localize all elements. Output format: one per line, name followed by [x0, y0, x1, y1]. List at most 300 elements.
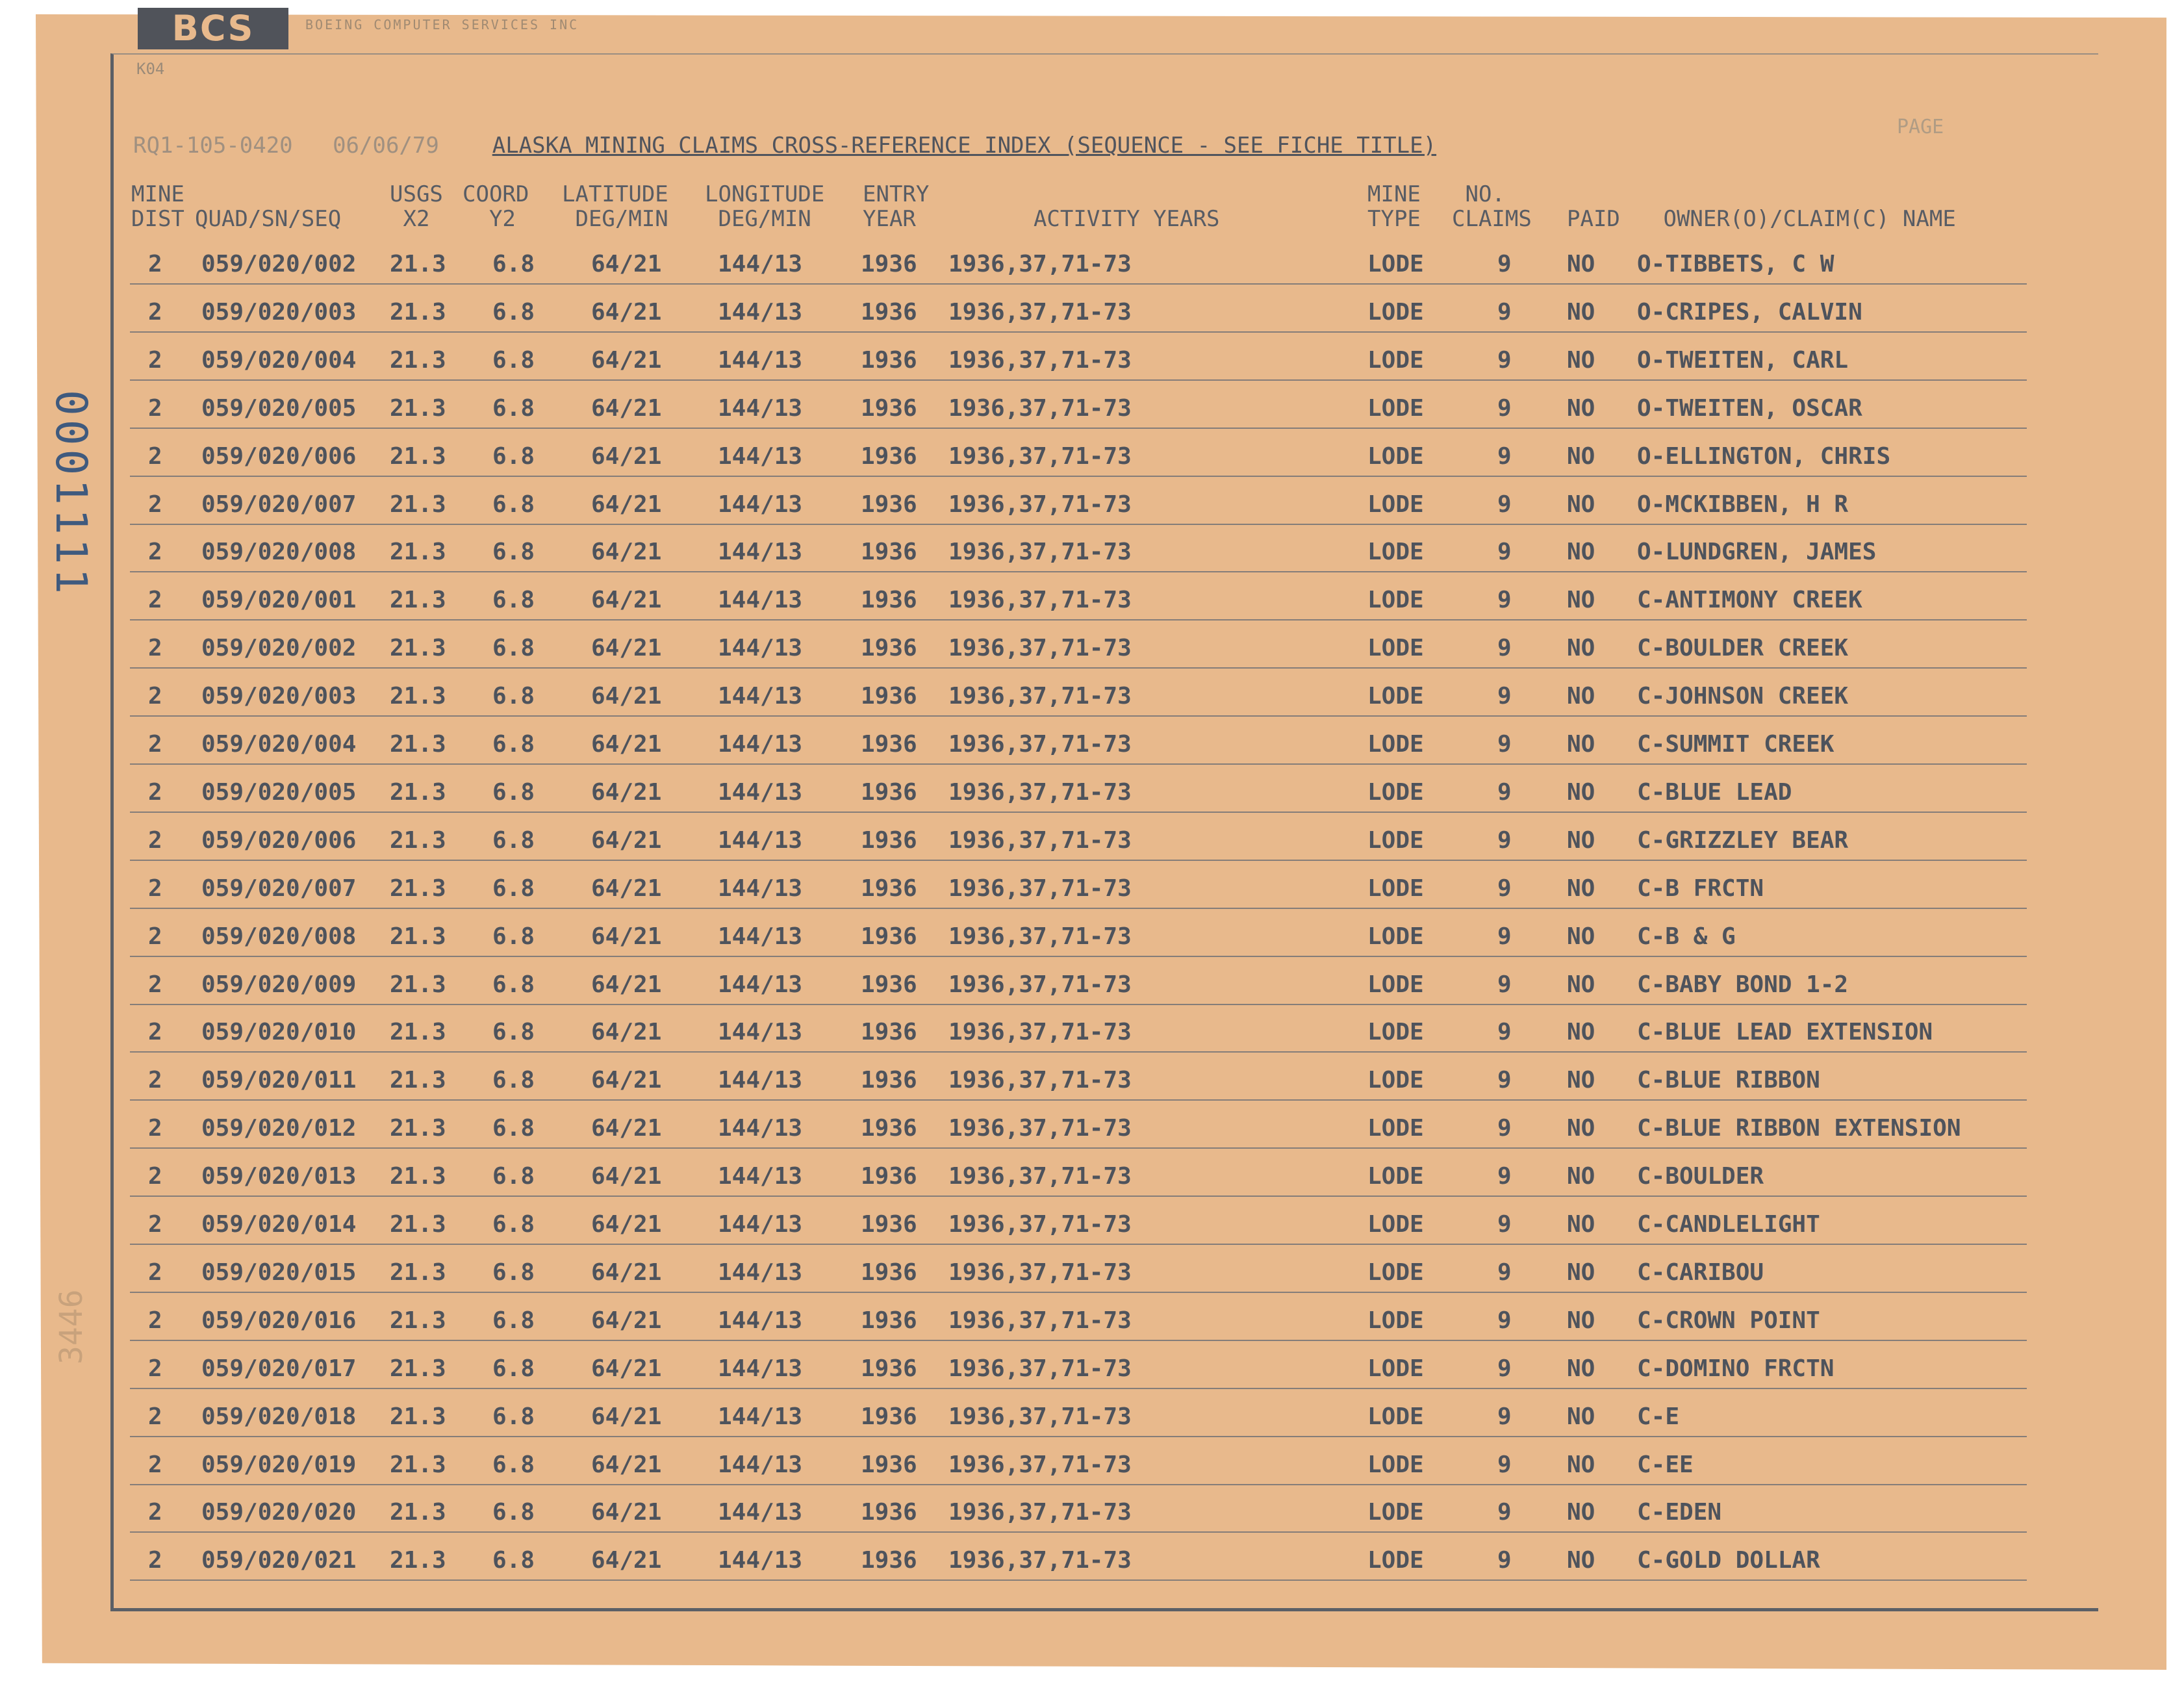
cell-lat: 64/21: [591, 1403, 662, 1430]
table-row: [0, 630, 2184, 676]
cell-owner: C-BABY BOND 1-2: [1637, 971, 1849, 998]
cell-dist: 2: [148, 1499, 162, 1526]
cell-lon: 144/13: [718, 923, 803, 950]
cell-y2: 6.8: [492, 1019, 535, 1045]
cell-quad: 059/020/019: [201, 1451, 357, 1478]
cell-owner: C-BOULDER: [1637, 1163, 1764, 1190]
row-rule: [130, 1004, 2027, 1005]
col-header-quad: QUAD/SN/SEQ: [195, 206, 342, 232]
cell-claims: 9: [1497, 1451, 1512, 1478]
cell-claims: 9: [1497, 1211, 1512, 1238]
cell-owner: O-TWEITEN, CARL: [1637, 347, 1849, 374]
cell-act: 1936,37,71-73: [948, 251, 1132, 277]
cell-type: LODE: [1367, 1307, 1424, 1334]
cell-entry: 1936: [861, 1547, 917, 1574]
cell-claims: 9: [1497, 1019, 1512, 1045]
report-title: ALASKA MINING CLAIMS CROSS-REFERENCE INDEX (SEQUENCE - SEE FICHE TITLE): [492, 133, 1437, 159]
table-row: [0, 294, 2184, 340]
cell-lat: 64/21: [591, 395, 662, 422]
cell-claims: 9: [1497, 1547, 1512, 1574]
cell-paid: NO: [1567, 1019, 1595, 1045]
cell-y2: 6.8: [492, 1451, 535, 1478]
cell-x2: 21.3: [390, 395, 446, 422]
cell-dist: 2: [148, 875, 162, 902]
cell-quad: 059/020/012: [201, 1115, 357, 1142]
row-rule: [130, 763, 2027, 765]
cell-x2: 21.3: [390, 443, 446, 470]
cell-entry: 1936: [861, 827, 917, 854]
cell-owner: C-BLUE LEAD: [1637, 779, 1792, 806]
cell-entry: 1936: [861, 1307, 917, 1334]
col-header-type: MINE TYPE: [1367, 181, 1421, 232]
row-rule: [130, 571, 2027, 572]
cell-dist: 2: [148, 971, 162, 998]
cell-act: 1936,37,71-73: [948, 923, 1132, 950]
cell-paid: NO: [1567, 347, 1595, 374]
cell-claims: 9: [1497, 539, 1512, 565]
report-id: RQ1-105-0420: [133, 133, 293, 159]
row-rule: [130, 956, 2027, 957]
cell-entry: 1936: [861, 1067, 917, 1093]
col-header-entry: ENTRY YEAR: [863, 181, 930, 232]
cell-owner: O-MCKIBBEN, H R: [1637, 491, 1849, 518]
cell-act: 1936,37,71-73: [948, 1115, 1132, 1142]
margin-code: 0001111: [46, 390, 96, 598]
cell-lat: 64/21: [591, 1115, 662, 1142]
cell-owner: C-CARIBOU: [1637, 1259, 1764, 1286]
row-rule: [130, 331, 2027, 333]
cell-quad: 059/020/007: [201, 491, 357, 518]
cell-act: 1936,37,71-73: [948, 1355, 1132, 1382]
cell-type: LODE: [1367, 587, 1424, 613]
cell-paid: NO: [1567, 491, 1595, 518]
row-rule: [130, 1340, 2027, 1341]
cell-lat: 64/21: [591, 1067, 662, 1093]
cell-type: LODE: [1367, 1067, 1424, 1093]
cell-paid: NO: [1567, 1451, 1595, 1478]
cell-y2: 6.8: [492, 587, 535, 613]
cell-owner: C-EE: [1637, 1451, 1694, 1478]
cell-x2: 21.3: [390, 683, 446, 710]
row-rule: [130, 1388, 2027, 1389]
cell-type: LODE: [1367, 779, 1424, 806]
row-rule: [130, 1484, 2027, 1485]
cell-lat: 64/21: [591, 539, 662, 565]
cell-y2: 6.8: [492, 1403, 535, 1430]
cell-lat: 64/21: [591, 683, 662, 710]
table-row: [0, 870, 2184, 917]
report-header-line: [133, 133, 1822, 159]
cell-entry: 1936: [861, 875, 917, 902]
cell-quad: 059/020/021: [201, 1547, 357, 1574]
cell-dist: 2: [148, 251, 162, 277]
cell-x2: 21.3: [390, 491, 446, 518]
cell-type: LODE: [1367, 1115, 1424, 1142]
cell-x2: 21.3: [390, 299, 446, 326]
cell-lon: 144/13: [718, 1355, 803, 1382]
cell-type: LODE: [1367, 1355, 1424, 1382]
cell-claims: 9: [1497, 1307, 1512, 1334]
report-date: 06/06/79: [333, 133, 439, 159]
cell-x2: 21.3: [390, 875, 446, 902]
cell-act: 1936,37,71-73: [948, 1019, 1132, 1045]
cell-claims: 9: [1497, 779, 1512, 806]
cell-entry: 1936: [861, 971, 917, 998]
cell-claims: 9: [1497, 347, 1512, 374]
cell-lon: 144/13: [718, 827, 803, 854]
cell-x2: 21.3: [390, 1547, 446, 1574]
table-row: [0, 1542, 2184, 1589]
cell-y2: 6.8: [492, 491, 535, 518]
cell-type: LODE: [1367, 1211, 1424, 1238]
cell-owner: C-BOULDER CREEK: [1637, 635, 1849, 661]
cell-type: LODE: [1367, 539, 1424, 565]
table-row: [0, 438, 2184, 485]
cell-paid: NO: [1567, 443, 1595, 470]
cell-lat: 64/21: [591, 587, 662, 613]
cell-owner: C-ANTIMONY CREEK: [1637, 587, 1862, 613]
cell-entry: 1936: [861, 251, 917, 277]
cell-owner: O-TIBBETS, C W: [1637, 251, 1835, 277]
cell-quad: 059/020/004: [201, 347, 357, 374]
cell-lat: 64/21: [591, 779, 662, 806]
cell-lon: 144/13: [718, 1115, 803, 1142]
cell-quad: 059/020/008: [201, 539, 357, 565]
cell-type: LODE: [1367, 1403, 1424, 1430]
cell-y2: 6.8: [492, 971, 535, 998]
cell-y2: 6.8: [492, 1163, 535, 1190]
cell-dist: 2: [148, 587, 162, 613]
cell-paid: NO: [1567, 827, 1595, 854]
cell-y2: 6.8: [492, 1499, 535, 1526]
cell-entry: 1936: [861, 635, 917, 661]
cell-lat: 64/21: [591, 827, 662, 854]
cell-x2: 21.3: [390, 1355, 446, 1382]
cell-owner: O-LUNDGREN, JAMES: [1637, 539, 1877, 565]
table-row: [0, 1110, 2184, 1157]
cell-act: 1936,37,71-73: [948, 1211, 1132, 1238]
cell-paid: NO: [1567, 731, 1595, 758]
cell-lat: 64/21: [591, 299, 662, 326]
cell-lon: 144/13: [718, 1403, 803, 1430]
cell-paid: NO: [1567, 971, 1595, 998]
cell-lat: 64/21: [591, 1163, 662, 1190]
cell-y2: 6.8: [492, 635, 535, 661]
cell-quad: 059/020/009: [201, 971, 357, 998]
cell-paid: NO: [1567, 251, 1595, 277]
cell-act: 1936,37,71-73: [948, 683, 1132, 710]
cell-quad: 059/020/002: [201, 251, 357, 277]
cell-dist: 2: [148, 1355, 162, 1382]
cell-claims: 9: [1497, 299, 1512, 326]
margin-stamp: 3446: [53, 1289, 90, 1364]
cell-x2: 21.3: [390, 731, 446, 758]
cell-x2: 21.3: [390, 1403, 446, 1430]
cell-paid: NO: [1567, 1211, 1595, 1238]
table-row: [0, 678, 2184, 724]
cell-y2: 6.8: [492, 395, 535, 422]
cell-x2: 21.3: [390, 251, 446, 277]
cell-owner: C-E: [1637, 1403, 1680, 1430]
cell-lat: 64/21: [591, 347, 662, 374]
cell-entry: 1936: [861, 443, 917, 470]
cell-quad: 059/020/010: [201, 1019, 357, 1045]
cell-x2: 21.3: [390, 1019, 446, 1045]
table-row: [0, 966, 2184, 1013]
cell-paid: NO: [1567, 1403, 1595, 1430]
cell-paid: NO: [1567, 1067, 1595, 1093]
cell-type: LODE: [1367, 299, 1424, 326]
cell-claims: 9: [1497, 1067, 1512, 1093]
row-rule: [130, 1436, 2027, 1437]
cell-act: 1936,37,71-73: [948, 1259, 1132, 1286]
cell-quad: 059/020/007: [201, 875, 357, 902]
cell-lon: 144/13: [718, 299, 803, 326]
cell-dist: 2: [148, 1115, 162, 1142]
cell-type: LODE: [1367, 683, 1424, 710]
cell-act: 1936,37,71-73: [948, 1307, 1132, 1334]
cell-owner: C-JOHNSON CREEK: [1637, 683, 1849, 710]
cell-claims: 9: [1497, 1355, 1512, 1382]
table-row: [0, 1350, 2184, 1397]
cell-paid: NO: [1567, 1115, 1595, 1142]
cell-entry: 1936: [861, 1019, 917, 1045]
cell-type: LODE: [1367, 1547, 1424, 1574]
table-row: [0, 774, 2184, 821]
table-row: [0, 1254, 2184, 1301]
cell-type: LODE: [1367, 1163, 1424, 1190]
cell-paid: NO: [1567, 1355, 1595, 1382]
cell-lat: 64/21: [591, 1259, 662, 1286]
cell-claims: 9: [1497, 971, 1512, 998]
cell-act: 1936,37,71-73: [948, 779, 1132, 806]
cell-entry: 1936: [861, 1403, 917, 1430]
cell-type: LODE: [1367, 1499, 1424, 1526]
table-row: [0, 390, 2184, 437]
cell-claims: 9: [1497, 1499, 1512, 1526]
cell-y2: 6.8: [492, 347, 535, 374]
cell-lon: 144/13: [718, 1451, 803, 1478]
cell-lon: 144/13: [718, 971, 803, 998]
row-rule: [130, 619, 2027, 620]
cell-claims: 9: [1497, 395, 1512, 422]
cell-lon: 144/13: [718, 491, 803, 518]
cell-dist: 2: [148, 683, 162, 710]
cell-lat: 64/21: [591, 1547, 662, 1574]
cell-lon: 144/13: [718, 1307, 803, 1334]
col-header-paid: PAID: [1567, 206, 1620, 232]
cell-lon: 144/13: [718, 539, 803, 565]
row-rule: [130, 476, 2027, 477]
table-row: [0, 533, 2184, 580]
table-row: [0, 1398, 2184, 1445]
row-rule: [130, 524, 2027, 525]
cell-y2: 6.8: [492, 443, 535, 470]
cell-dist: 2: [148, 1163, 162, 1190]
cell-lon: 144/13: [718, 1019, 803, 1045]
cell-claims: 9: [1497, 587, 1512, 613]
cell-lon: 144/13: [718, 1163, 803, 1190]
cell-dist: 2: [148, 539, 162, 565]
cell-y2: 6.8: [492, 875, 535, 902]
cell-type: LODE: [1367, 347, 1424, 374]
cell-entry: 1936: [861, 395, 917, 422]
cell-claims: 9: [1497, 875, 1512, 902]
cell-x2: 21.3: [390, 1067, 446, 1093]
cell-entry: 1936: [861, 1211, 917, 1238]
cell-dist: 2: [148, 491, 162, 518]
cell-x2: 21.3: [390, 1211, 446, 1238]
cell-owner: C-SUMMIT CREEK: [1637, 731, 1835, 758]
cell-paid: NO: [1567, 683, 1595, 710]
cell-lon: 144/13: [718, 635, 803, 661]
row-rule: [130, 1292, 2027, 1293]
cell-quad: 059/020/008: [201, 923, 357, 950]
table-row: [0, 726, 2184, 773]
cell-owner: O-TWEITEN, OSCAR: [1637, 395, 1862, 422]
cell-paid: NO: [1567, 1547, 1595, 1574]
cell-type: LODE: [1367, 1451, 1424, 1478]
table-row: [0, 486, 2184, 533]
row-rule: [130, 860, 2027, 861]
cell-type: LODE: [1367, 443, 1424, 470]
cell-claims: 9: [1497, 827, 1512, 854]
cell-x2: 21.3: [390, 587, 446, 613]
cell-quad: 059/020/020: [201, 1499, 357, 1526]
page-label: PAGE: [1897, 116, 1944, 138]
cell-lon: 144/13: [718, 1211, 803, 1238]
col-header-activity: ACTIVITY YEARS: [1033, 206, 1220, 232]
row-rule: [130, 1244, 2027, 1245]
table-row: [0, 1206, 2184, 1253]
cell-dist: 2: [148, 395, 162, 422]
cell-act: 1936,37,71-73: [948, 827, 1132, 854]
cell-owner: C-B & G: [1637, 923, 1736, 950]
cell-entry: 1936: [861, 587, 917, 613]
cell-lon: 144/13: [718, 779, 803, 806]
cell-entry: 1936: [861, 491, 917, 518]
cell-paid: NO: [1567, 299, 1595, 326]
row-rule: [130, 812, 2027, 813]
cell-y2: 6.8: [492, 1211, 535, 1238]
cell-y2: 6.8: [492, 1259, 535, 1286]
cell-type: LODE: [1367, 1259, 1424, 1286]
cell-lon: 144/13: [718, 1067, 803, 1093]
cell-owner: C-BLUE RIBBON EXTENSION: [1637, 1115, 1961, 1142]
cell-type: LODE: [1367, 1019, 1424, 1045]
table-row: [0, 1062, 2184, 1108]
cell-claims: 9: [1497, 1259, 1512, 1286]
cell-quad: 059/020/004: [201, 731, 357, 758]
row-rule: [130, 1196, 2027, 1197]
cell-lat: 64/21: [591, 1019, 662, 1045]
cell-owner: C-DOMINO FRCTN: [1637, 1355, 1835, 1382]
cell-entry: 1936: [861, 1499, 917, 1526]
cell-lon: 144/13: [718, 731, 803, 758]
cell-act: 1936,37,71-73: [948, 587, 1132, 613]
cell-claims: 9: [1497, 443, 1512, 470]
cell-lon: 144/13: [718, 443, 803, 470]
cell-entry: 1936: [861, 347, 917, 374]
table-row: [0, 1014, 2184, 1060]
cell-claims: 9: [1497, 1115, 1512, 1142]
row-rule: [130, 908, 2027, 909]
cell-dist: 2: [148, 443, 162, 470]
table-row: [0, 246, 2184, 292]
frame-id: K04: [136, 60, 165, 78]
cell-lat: 64/21: [591, 635, 662, 661]
cell-lat: 64/21: [591, 731, 662, 758]
cell-entry: 1936: [861, 539, 917, 565]
cell-quad: 059/020/001: [201, 587, 357, 613]
cell-quad: 059/020/002: [201, 635, 357, 661]
cell-act: 1936,37,71-73: [948, 875, 1132, 902]
cell-dist: 2: [148, 635, 162, 661]
cell-type: LODE: [1367, 635, 1424, 661]
cell-lat: 64/21: [591, 1307, 662, 1334]
cell-claims: 9: [1497, 251, 1512, 277]
row-rule: [130, 379, 2027, 381]
cell-act: 1936,37,71-73: [948, 395, 1132, 422]
cell-dist: 2: [148, 779, 162, 806]
cell-act: 1936,37,71-73: [948, 1067, 1132, 1093]
row-rule: [130, 715, 2027, 717]
cell-quad: 059/020/013: [201, 1163, 357, 1190]
cell-y2: 6.8: [492, 1547, 535, 1574]
cell-owner: C-B FRCTN: [1637, 875, 1764, 902]
cell-act: 1936,37,71-73: [948, 539, 1132, 565]
table-row: [0, 582, 2184, 628]
cell-type: LODE: [1367, 395, 1424, 422]
cell-owner: O-ELLINGTON, CHRIS: [1637, 443, 1891, 470]
cell-paid: NO: [1567, 1499, 1595, 1526]
cell-y2: 6.8: [492, 539, 535, 565]
cell-lon: 144/13: [718, 875, 803, 902]
cell-quad: 059/020/006: [201, 443, 357, 470]
cell-x2: 21.3: [390, 827, 446, 854]
cell-x2: 21.3: [390, 1259, 446, 1286]
cell-act: 1936,37,71-73: [948, 299, 1132, 326]
col-header-lat: LATITUDE DEG/MIN: [562, 181, 668, 232]
cell-entry: 1936: [861, 1355, 917, 1382]
cell-claims: 9: [1497, 731, 1512, 758]
cell-lon: 144/13: [718, 251, 803, 277]
col-header-owner: OWNER(O)/CLAIM(C) NAME: [1663, 206, 1956, 232]
cell-owner: C-BLUE LEAD EXTENSION: [1637, 1019, 1933, 1045]
row-rule: [130, 1531, 2027, 1533]
table-row: [0, 918, 2184, 965]
cell-paid: NO: [1567, 635, 1595, 661]
cell-y2: 6.8: [492, 1355, 535, 1382]
cell-dist: 2: [148, 1403, 162, 1430]
cell-lon: 144/13: [718, 1259, 803, 1286]
cell-dist: 2: [148, 827, 162, 854]
cell-quad: 059/020/003: [201, 299, 357, 326]
cell-x2: 21.3: [390, 1499, 446, 1526]
cell-dist: 2: [148, 923, 162, 950]
cell-y2: 6.8: [492, 1115, 535, 1142]
cell-claims: 9: [1497, 635, 1512, 661]
cell-lon: 144/13: [718, 395, 803, 422]
col-header-y2: COORD Y2: [463, 181, 529, 232]
cell-dist: 2: [148, 1451, 162, 1478]
table-row: [0, 822, 2184, 869]
cell-dist: 2: [148, 347, 162, 374]
col-header-dist: MINE DIST: [131, 181, 184, 232]
cell-owner: C-BLUE RIBBON: [1637, 1067, 1820, 1093]
cell-lat: 64/21: [591, 251, 662, 277]
cell-quad: 059/020/005: [201, 395, 357, 422]
